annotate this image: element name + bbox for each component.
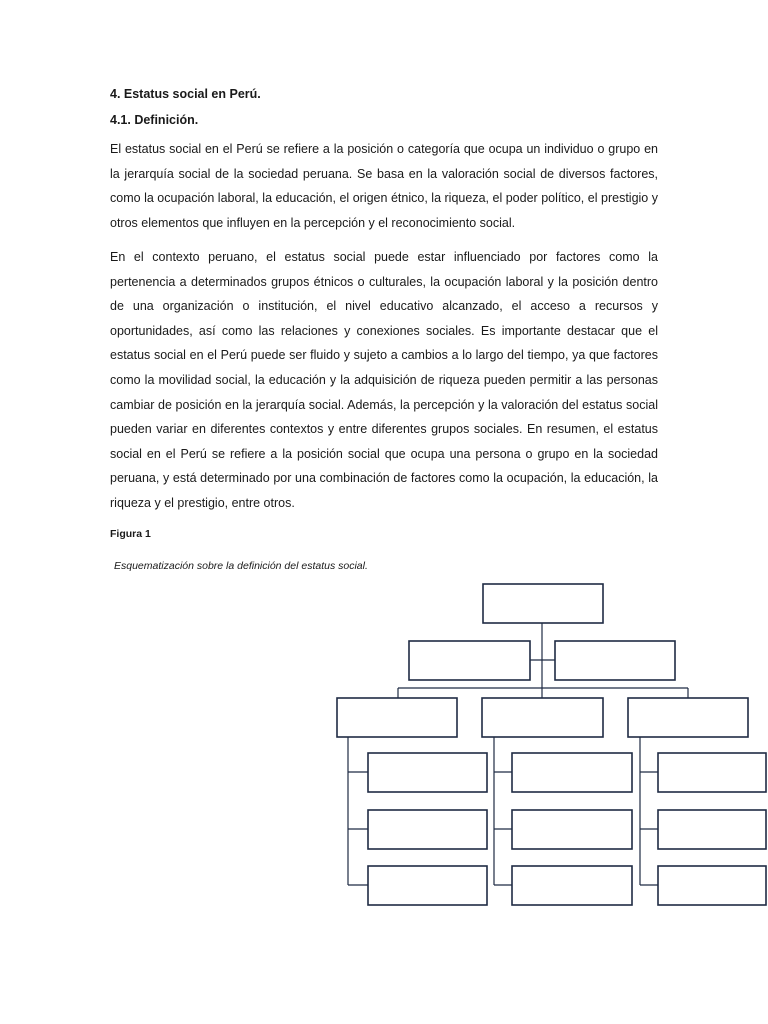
- diagram-leaf-box-left-2: [368, 810, 487, 849]
- diagram-level2-box-right: [555, 641, 675, 680]
- diagram-leaf-box-middle-1: [512, 753, 632, 792]
- diagram-leaf-box-middle-2: [512, 810, 632, 849]
- diagram-level3-box-middle: [482, 698, 603, 737]
- diagram-leaf-box-middle-3: [512, 866, 632, 905]
- diagram-leaf-box-left-1: [368, 753, 487, 792]
- diagram-leaf-box-right-2: [658, 810, 766, 849]
- diagram-level3-box-right: [628, 698, 748, 737]
- figure-caption: Esquematización sobre la definición del estatus social.: [114, 560, 368, 572]
- subsection-heading: 4.1. Definición.: [110, 113, 199, 127]
- diagram-leaf-box-right-1: [658, 753, 766, 792]
- diagram-root-box: [483, 584, 603, 623]
- section-heading: 4. Estatus social en Perú.: [110, 87, 261, 101]
- context-paragraph: En el contexto peruano, el estatus social puede estar influenciado por factores como la pertenencia a determinados grupos étnicos o culturales, la ocupación laboral y la posición dentro de una organización o institución, el nivel educativo alcanzado, el acceso a recursos y oportunidades, así como las relaciones y conexiones sociales. Es importante destacar que el estatus social en el Perú puede ser fluido y sujeto a cambios a lo largo del tiempo, ya que factores como la movilidad social, la educación y la adquisición de riqueza pueden permitir a las personas cambiar de posición en la jerarquía social. Además, la percepción y la valoración del estatus social pueden variar en diferentes contextos y entre diferentes grupos sociales. En resumen, el estatus social en el Perú se refiere a la posición social que ocupa una persona o grupo en la sociedad peruana, y está determinado por una combinación de factores como la ocupación, la educación, la riqueza y el prestigio, entre otros.: [110, 250, 658, 510]
- diagram-level2-box-left: [409, 641, 530, 680]
- diagram-leaf-box-left-3: [368, 866, 487, 905]
- diagram-leaf-box-right-3: [658, 866, 766, 905]
- diagram-level3-box-left: [337, 698, 457, 737]
- definition-paragraph: El estatus social en el Perú se refiere a la posición o categoría que ocupa un individuo o grupo en la jerarquía social de la sociedad peruana. Se basa en la valoración social de diversos factores, como la ocupación laboral, la educación, el origen étnico, la riqueza, el poder político, el prestigio y otros elementos que influyen en la percepción y el reconocimiento social.: [110, 142, 658, 230]
- figure-label: Figura 1: [110, 528, 151, 540]
